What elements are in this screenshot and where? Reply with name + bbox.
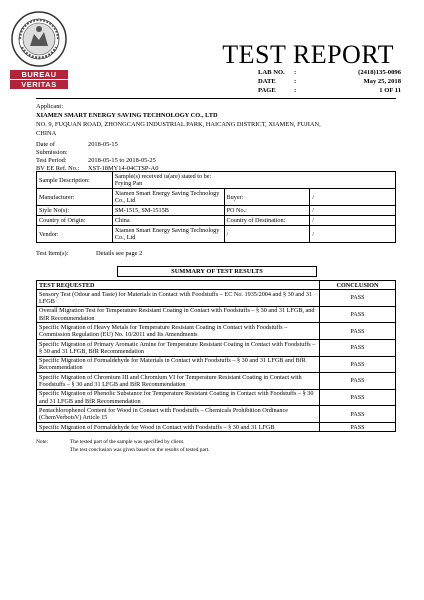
style-value: SM-1515, SM-1515B bbox=[112, 206, 224, 216]
meta-row-page bbox=[258, 86, 401, 95]
meta-row-lab-no bbox=[258, 68, 401, 77]
origin-value: China bbox=[112, 216, 224, 226]
table-row bbox=[37, 306, 396, 323]
meta-value: May 25, 2018 bbox=[363, 78, 401, 85]
dates-block bbox=[36, 141, 158, 173]
date-value: XST-18MY14-04CTSP-A0 bbox=[88, 165, 159, 172]
test-name: Specific Migration of Phenolic Substance for Temperature Resistant Coating in Contact with Foodstuffs – § 30 and 31 LFGB and BfR Recommendation bbox=[37, 389, 320, 406]
test-result: PASS bbox=[320, 306, 396, 323]
meta-row-date bbox=[258, 77, 401, 86]
table-row bbox=[37, 389, 396, 406]
manufacturer-label: Manufacturer: bbox=[37, 189, 113, 206]
sample-description-line1: Sample(s) received is(are) stated to be: bbox=[114, 173, 212, 180]
table-row bbox=[37, 356, 396, 373]
test-result: PASS bbox=[320, 389, 396, 406]
meta-colon: : bbox=[294, 78, 297, 85]
date-row bbox=[36, 141, 158, 157]
applicant-address-line2: CHINA bbox=[36, 130, 57, 137]
vendor-extra-2: / bbox=[310, 226, 396, 243]
test-result: PASS bbox=[320, 406, 396, 423]
bureau-veritas-logo bbox=[10, 10, 68, 89]
table-row bbox=[37, 340, 396, 357]
col-conclusion: CONCLUSION bbox=[320, 281, 396, 290]
buyer-label: Buyer: bbox=[224, 189, 310, 206]
meta-label: DATE bbox=[258, 78, 276, 85]
applicant-company: XIAMEN SMART ENERGY SAVING TECHNOLOGY CO., LTD bbox=[36, 112, 218, 119]
report-meta bbox=[258, 68, 401, 95]
table-row bbox=[37, 373, 396, 390]
note-row bbox=[36, 438, 210, 446]
destination-value: / bbox=[310, 216, 396, 226]
sample-description-line2: Frying Pan bbox=[114, 180, 143, 187]
meta-colon: : bbox=[294, 87, 297, 94]
date-label: BV EE Ref. No.: bbox=[36, 165, 80, 172]
vendor-value: Xiamen Smart Energy Saving Technology Co., Ltd bbox=[112, 226, 224, 243]
note-spacer bbox=[36, 446, 70, 454]
test-items-value: Details see page 2 bbox=[96, 250, 143, 257]
table-row bbox=[37, 189, 396, 206]
test-name: Sensory Test (Odour and Taste) for Materials in Contact with Foodstuffs – EC No. 1935/2004 and § 30 and 31 LFGB bbox=[37, 290, 320, 307]
date-label: Test Period: bbox=[36, 157, 67, 164]
table-row bbox=[37, 406, 396, 423]
table-row bbox=[37, 423, 396, 432]
manufacturer-value: Xiamen Smart Energy Saving Technology Co., Ltd bbox=[112, 189, 224, 206]
table-header-row bbox=[37, 281, 396, 290]
test-result: PASS bbox=[320, 356, 396, 373]
test-result: PASS bbox=[320, 323, 396, 340]
meta-value: 1 OF 11 bbox=[379, 87, 401, 94]
po-label: PO No.: bbox=[224, 206, 310, 216]
note-line2: The test conclusion was given based on the results of tested part. bbox=[70, 447, 210, 453]
sample-description-label: Sample Description: bbox=[37, 172, 113, 189]
meta-label: LAB NO. bbox=[258, 69, 285, 76]
report-title: TEST REPORT bbox=[222, 40, 394, 69]
applicant-label: Applicant: bbox=[36, 103, 63, 110]
test-result: PASS bbox=[320, 340, 396, 357]
date-label: Date of Submission: bbox=[36, 141, 68, 156]
test-name: Overall Migration Test for Temperature Resistant Coating in Contact with Foodstuffs – § 30 and 31 LFGB, and BfR Recommendation bbox=[37, 306, 320, 323]
test-name: Specific Migration of Formaldehyde for Wood in Contact with Foodstuffs – § 30 and 31 LFGB bbox=[37, 423, 320, 432]
applicant-address-line1: NO. 9, FUQUAN ROAD, ZHONGCANG INDUSTRIAL PARK, HAICANG DISTRICT, XIAMEN, FUJIAN, bbox=[36, 121, 321, 128]
header-divider bbox=[36, 98, 396, 99]
test-result: PASS bbox=[320, 423, 396, 432]
table-row bbox=[37, 290, 396, 307]
table-row bbox=[37, 206, 396, 216]
bureau-veritas-seal-icon bbox=[10, 10, 68, 68]
logo-text-veritas: VERITAS bbox=[10, 80, 68, 89]
note-label: Note: bbox=[36, 439, 48, 445]
sample-info-table bbox=[36, 171, 396, 243]
sample-description-value bbox=[112, 172, 395, 189]
applicant-block bbox=[36, 102, 406, 138]
test-name: Specific Migration of Chromium III and Chromium VI for Temperature Resistant Coating in Contact with Foodstuffs – § 30 and 31 LFGB and BfR Recommendation bbox=[37, 373, 320, 390]
note-row bbox=[36, 446, 210, 454]
origin-label: Country of Origin: bbox=[37, 216, 113, 226]
notes-block bbox=[36, 438, 210, 454]
meta-label: PAGE bbox=[258, 87, 276, 94]
test-result: PASS bbox=[320, 373, 396, 390]
summary-title: SUMMARY OF TEST RESULTS bbox=[117, 266, 317, 277]
date-row bbox=[36, 157, 158, 165]
table-row bbox=[37, 172, 396, 189]
vendor-label: Vendor: bbox=[37, 226, 113, 243]
table-row bbox=[37, 226, 396, 243]
test-name: Pentachlorophenol Content for Wood in Contact with Foodstuffs – Chemicals Prohibition Ordinance (ChemVerbotsV) Article 15 bbox=[37, 406, 320, 423]
date-value: 2018-05-15 to 2018-05-25 bbox=[88, 157, 156, 164]
logo-text-bureau: BUREAU bbox=[10, 70, 68, 79]
date-value: 2018-05-15 bbox=[88, 141, 118, 148]
table-row bbox=[37, 216, 396, 226]
test-items-label: Test Item(s): bbox=[36, 250, 69, 257]
buyer-value: / bbox=[310, 189, 396, 206]
table-row bbox=[37, 323, 396, 340]
destination-label: Country of Destination: bbox=[224, 216, 310, 226]
note-line1: The tested part of the sample was specified by client. bbox=[70, 439, 185, 445]
meta-colon: : bbox=[294, 69, 297, 76]
test-name: Specific Migration of Primary Aromatic Amine for Temperature Resistant Coating in Contact with Foodstuffs – § 30 and 31 LFGB, BfR Recommendation bbox=[37, 340, 320, 357]
po-value: / bbox=[310, 206, 396, 216]
test-items bbox=[36, 250, 142, 257]
test-name: Specific Migration of Formaldehyde for Materials in Contact with Foodstuffs – § 30 and 31 LFGB and BfR Recommendation bbox=[37, 356, 320, 373]
test-result: PASS bbox=[320, 290, 396, 307]
test-name: Specific Migration of Heavy Metals for Temperature Resistant Coating in Contact with Foodstuffs – Commission Regulation (EU) No. 10/2011 and Its Amendments bbox=[37, 323, 320, 340]
style-label: Style No(s): bbox=[37, 206, 113, 216]
vendor-extra-1: / bbox=[224, 226, 310, 243]
summary-results-table bbox=[36, 280, 396, 432]
col-test-requested: TEST REQUESTED bbox=[37, 281, 320, 290]
meta-value: (2418)135-0096 bbox=[358, 69, 401, 76]
